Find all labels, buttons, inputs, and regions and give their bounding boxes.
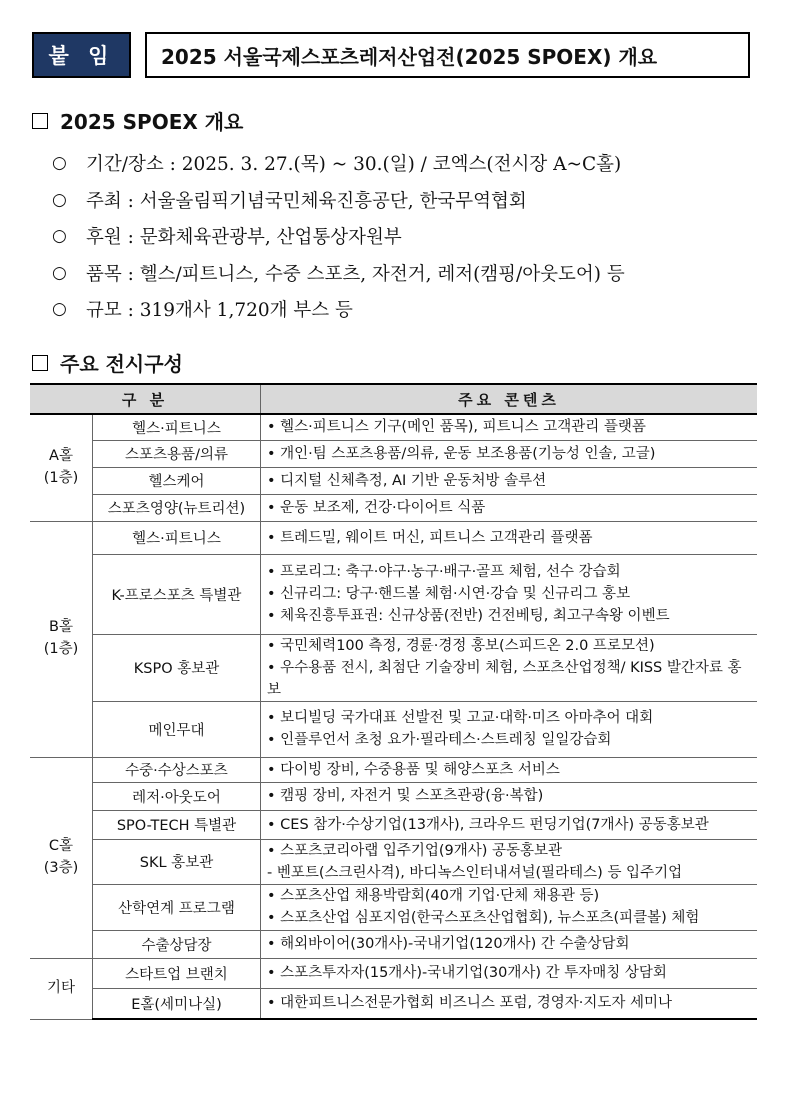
col-header-category: 구 분 bbox=[30, 384, 261, 414]
content-cell bbox=[261, 521, 758, 554]
circle-bullet-icon: ○ bbox=[52, 153, 67, 174]
overview-item: ○ 주최 : 서울올림픽기념국민체육진흥공단, 한국무역협회 bbox=[52, 189, 527, 212]
hall-cell bbox=[30, 757, 93, 958]
content-line: • 트레드밀, 웨이트 머신, 피트니스 고객관리 플랫폼 bbox=[267, 529, 593, 546]
circle-bullet-icon: ○ bbox=[52, 226, 67, 247]
category-cell: SKL 홍보관 bbox=[93, 839, 261, 884]
document-title: 2025 서울국제스포츠레저산업전(2025 SPOEX) 개요 bbox=[145, 32, 750, 78]
content-cell bbox=[261, 494, 758, 521]
category-cell: 스포츠영양(뉴트리션) bbox=[93, 494, 261, 521]
hall-name: A홀 bbox=[49, 448, 73, 464]
content-cell bbox=[261, 839, 758, 884]
content-line: • 스포츠코리아랩 입주기업(9개사) 공동홍보관 bbox=[267, 842, 563, 859]
content-cell bbox=[261, 958, 758, 988]
overview-item: ○ 규모 : 319개사 1,720개 부스 등 bbox=[52, 299, 353, 322]
content-line: • 캠핑 장비, 자전거 및 스포츠관광(융·복합) bbox=[267, 788, 544, 804]
category-cell: 산학연계 프로그램 bbox=[93, 884, 261, 930]
category-cell: 헬스·피트니스 bbox=[93, 414, 261, 440]
content-line: • 우수용품 전시, 최첨단 기술장비 체험, 스포츠산업정책/ KISS 발간자료 홍보 bbox=[267, 659, 742, 698]
circle-bullet-icon: ○ bbox=[52, 262, 67, 283]
exhibit-heading bbox=[32, 348, 183, 377]
checkbox-square-icon bbox=[32, 113, 48, 129]
category-cell: 레저·아웃도어 bbox=[93, 782, 261, 810]
table-row bbox=[30, 440, 757, 467]
content-line: • 체육진흥투표권: 신규상품(전반) 건전베팅, 최고구속왕 이벤트 bbox=[267, 608, 670, 624]
content-cell bbox=[261, 554, 758, 634]
hall-floor: (1층) bbox=[43, 469, 79, 486]
hall-name: 기타 bbox=[46, 979, 75, 996]
content-line: • 보디빌딩 국가대표 선발전 및 고교·대학·미즈 아마추어 대회 bbox=[267, 710, 654, 726]
content-cell bbox=[261, 701, 758, 757]
exhibit-table bbox=[30, 383, 757, 1020]
table-row bbox=[30, 810, 757, 839]
content-line: • 개인·팀 스포츠용품/의류, 운동 보조용품(기능성 인솔, 고글) bbox=[267, 445, 656, 462]
category-cell: KSPO 홍보관 bbox=[93, 634, 261, 701]
overview-item: ○ 품목 : 헬스/피트니스, 수중 스포츠, 자전거, 레저(캠핑/아웃도어) 등 bbox=[52, 262, 625, 285]
table-row bbox=[30, 839, 757, 884]
table-row bbox=[30, 701, 757, 757]
category-cell: SPO-TECH 특별관 bbox=[93, 810, 261, 839]
content-line: • 프로리그: 축구·야구·농구·배구·골프 체험, 선수 강습회 bbox=[267, 564, 621, 580]
content-line: • 다이빙 장비, 수중용품 및 해양스포츠 서비스 bbox=[267, 761, 560, 778]
hall-name: B홀 bbox=[49, 619, 73, 636]
hall-name: C홀 bbox=[48, 837, 74, 854]
document-header bbox=[32, 32, 750, 78]
category-cell: K-프로스포츠 특별관 bbox=[93, 554, 261, 634]
content-line: • 신규리그: 당구·핸드볼 체험·시연·강습 및 신규리그 홍보 bbox=[267, 586, 631, 602]
content-line: • 운동 보조제, 건강·다이어트 식품 bbox=[267, 499, 486, 516]
table-row bbox=[30, 521, 757, 554]
hall-cell bbox=[30, 958, 93, 1019]
table-row bbox=[30, 958, 757, 988]
category-cell: 스타트업 브랜치 bbox=[93, 958, 261, 988]
hall-cell bbox=[30, 521, 93, 757]
content-cell bbox=[261, 467, 758, 494]
content-cell bbox=[261, 414, 758, 440]
category-cell: 헬스케어 bbox=[93, 467, 261, 494]
table-row bbox=[30, 554, 757, 634]
overview-list bbox=[52, 145, 625, 328]
hall-floor: (1층) bbox=[43, 641, 79, 657]
table-row bbox=[30, 988, 757, 1019]
table-row bbox=[30, 930, 757, 958]
content-cell bbox=[261, 440, 758, 467]
overview-item: ○ 기간/장소 : 2025. 3. 27.(목) ~ 30.(일) / 코엑스(전시장 A~C홀) bbox=[52, 153, 622, 176]
content-cell bbox=[261, 634, 758, 701]
category-cell: 헬스·피트니스 bbox=[93, 521, 261, 554]
col-header-content: 주요 콘텐츠 bbox=[261, 384, 758, 414]
content-line: • 스포츠투자자(15개사)-국내기업(30개사) 간 투자매칭 상담회 bbox=[267, 965, 667, 981]
hall-cell bbox=[30, 414, 93, 521]
content-line: • 인플루언서 초청 요가·필라테스·스트레칭 일일강습회 bbox=[267, 732, 612, 748]
hall-floor: (3층) bbox=[43, 859, 79, 876]
content-line: • 스포츠산업 채용박람회(40개 기업·단체 채용관 등) bbox=[267, 888, 600, 904]
content-line: • CES 참가·수상기업(13개사), 크라우드 펀딩기업(7개사) 공동홍보관 bbox=[267, 816, 709, 833]
table-row bbox=[30, 494, 757, 521]
exhibit-heading-text: 주요 전시구성 bbox=[60, 352, 183, 376]
content-cell bbox=[261, 930, 758, 958]
content-line: • 디지털 신체측정, AI 기반 운동처방 솔루션 bbox=[267, 472, 547, 489]
overview-heading bbox=[32, 106, 243, 135]
content-line: - 벤포트(스크린사격), 바디녹스인터내셔널(필라테스) 등 입주기업 bbox=[267, 864, 683, 881]
content-line: • 국민체력100 측정, 경륜·경정 홍보(스피드온 2.0 프로모션) bbox=[267, 637, 655, 654]
content-cell bbox=[261, 988, 758, 1019]
table-row bbox=[30, 884, 757, 930]
table-row bbox=[30, 634, 757, 701]
category-cell: E홀(세미나실) bbox=[93, 988, 261, 1019]
category-cell: 수출상담장 bbox=[93, 930, 261, 958]
attachment-badge: 붙 임 bbox=[32, 32, 131, 78]
content-cell bbox=[261, 757, 758, 782]
circle-bullet-icon: ○ bbox=[52, 299, 67, 320]
content-cell bbox=[261, 782, 758, 810]
content-cell bbox=[261, 810, 758, 839]
table-row bbox=[30, 782, 757, 810]
category-cell: 수중·수상스포츠 bbox=[93, 757, 261, 782]
category-cell: 스포츠용품/의류 bbox=[93, 440, 261, 467]
content-cell bbox=[261, 884, 758, 930]
content-line: • 대한피트니스전문가협회 비즈니스 포럼, 경영자·지도자 세미나 bbox=[267, 995, 672, 1012]
category-cell: 메인무대 bbox=[93, 701, 261, 757]
table-row bbox=[30, 757, 757, 782]
content-line: • 스포츠산업 심포지엄(한국스포츠산업협회), 뉴스포츠(피클볼) 체험 bbox=[267, 910, 700, 926]
overview-heading-text: 2025 SPOEX 개요 bbox=[60, 110, 244, 134]
table-row bbox=[30, 414, 757, 440]
table-row bbox=[30, 467, 757, 494]
checkbox-square-icon bbox=[32, 355, 48, 371]
content-line: • 헬스·피트니스 기구(메인 품목), 피트니스 고객관리 플랫폼 bbox=[267, 419, 646, 436]
circle-bullet-icon: ○ bbox=[52, 189, 67, 210]
overview-item: ○ 후원 : 문화체육관광부, 산업통상자원부 bbox=[52, 226, 402, 249]
content-line: • 해외바이어(30개사)-국내기업(120개사) 간 수출상담회 bbox=[267, 936, 630, 952]
